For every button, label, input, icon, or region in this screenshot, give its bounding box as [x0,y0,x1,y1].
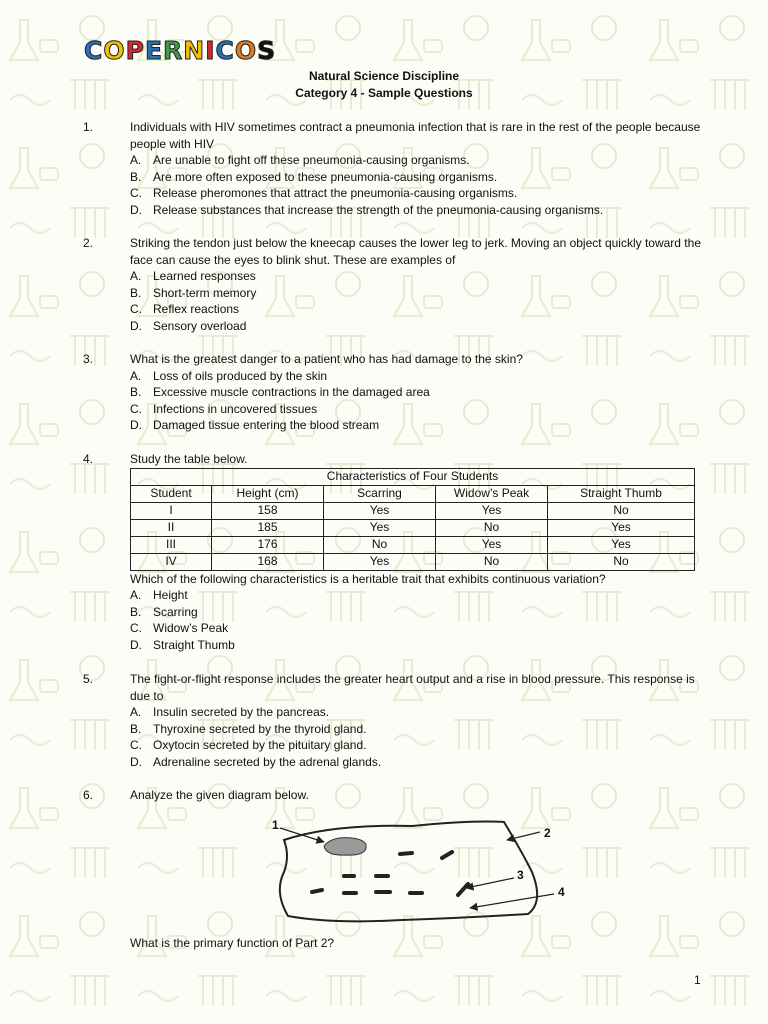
column-header: Height (cm) [212,485,324,502]
option-c: C. Infections in uncovered tissues [130,401,318,416]
column-header: Scarring [324,485,436,502]
diagram-label-3: 3 [517,868,524,882]
question-number: 5. [83,672,94,686]
option-b: B. Excessive muscle contractions in the damaged area [130,385,430,399]
option-a: A. Insulin secreted by the pancreas. [130,705,330,719]
option-b: B. Short-term memory [130,285,257,300]
table-cell: Yes [436,536,548,553]
cell-diagram [262,812,582,930]
table-cell: Yes [436,502,548,519]
table-cell: No [548,502,695,519]
table-cell: No [324,536,436,553]
question-2 [83,235,713,334]
question-4 [83,451,713,653]
column-header: Widow’s Peak [436,485,548,502]
table-cell: 158 [212,502,324,519]
option-b: B. Are more often exposed to these pneumonia-causing organisms. [130,169,498,184]
question-6 [83,787,713,804]
table-cell: 185 [212,519,324,536]
table-row [131,502,695,519]
option-a: A. Learned responses [130,269,256,283]
table-cell: Yes [548,536,695,553]
diagram-label-1: 1 [272,818,279,832]
table-cell: No [436,519,548,536]
nucleus [324,838,366,855]
question-number: 6. [83,788,94,802]
question-1 [83,119,713,218]
table-cell: Yes [324,502,436,519]
table-cell: 168 [212,553,324,570]
option-a: A. Are unable to fight off these pneumonia-causing organisms. [130,153,470,167]
table-row [131,553,695,570]
table-cell: Yes [548,519,695,536]
option-a: A. Loss of oils produced by the skin [130,368,328,383]
category-subtitle: Category 4 - Sample Questions [295,86,473,100]
table-caption: Characteristics of Four Students [131,468,695,485]
leader-lines [280,828,554,908]
question-5 [83,671,713,770]
organelles [312,852,468,895]
table-cell: III [131,536,212,553]
option-a: A. Height [130,588,188,602]
table-row [131,536,695,553]
question-stem: Individuals with HIV sometimes contract a pneumonia infection that is rare in the rest of the people because people with HIV [130,120,701,151]
table-cell: IV [131,553,212,570]
option-c: C. Reflex reactions [130,302,240,316]
copernicos-logo [84,35,276,65]
table-cell: 176 [212,536,324,553]
question-3 [83,351,713,434]
column-header: Student [131,485,212,502]
question-number: 2. [83,236,94,250]
question-stem: What is the greatest danger to a patient who has had damage to the skin? [130,352,523,366]
table-cell: Yes [324,519,436,536]
option-c: C. Widow’s Peak [130,621,229,635]
question-number: 3. [83,352,94,366]
option-d: D. Damaged tissue entering the blood stream [130,418,380,432]
option-d: D. Straight Thumb [130,637,235,652]
question-stem: The fight-or-flight response includes the greater heart output and a rise in blood pressure. This response is due to [130,672,695,703]
column-header: Straight Thumb [548,485,695,502]
option-c: C. Release pheromones that attract the pneumonia-causing organisms. [130,186,518,200]
option-c: C. Oxytocin secreted by the pituitary gland. [130,738,367,752]
option-b: B. Scarring [130,604,198,619]
option-d: D. Sensory overload [130,318,247,333]
page-number: 1 [694,973,701,987]
diagram-label-2: 2 [544,826,551,840]
discipline-title: Natural Science Discipline [308,69,460,83]
question-number: 1. [83,120,94,134]
question-text: What is the primary function of Part 2? [130,936,335,950]
question-6-followup [83,935,713,952]
question-stem: Striking the tendon just below the kneecap causes the lower leg to jerk. Moving an object quickly toward the face can cause the eyes to blink shut. These are examples of [130,236,701,267]
logo-text: COPERNICOS [84,35,277,65]
option-b: B. Thyroxine secreted by the thyroid gland. [130,721,367,736]
question-number: 4. [83,452,94,466]
table-cell: II [131,519,212,536]
table-row [131,519,695,536]
cell-membrane [280,822,537,922]
diagram-label-4: 4 [558,885,565,899]
student-traits-table [130,468,695,571]
table-cell: Yes [324,553,436,570]
option-d: D. Release substances that increase the strength of the pneumonia-causing organisms. [130,202,604,217]
question-stem: Analyze the given diagram below. [130,788,309,802]
question-stem: Study the table below. [130,452,248,466]
table-cell: No [548,553,695,570]
table-cell: No [436,553,548,570]
question-text: Which of the following characteristics is a heritable trait that exhibits continuous variation? [130,571,606,586]
table-header-row [131,485,695,502]
table-cell: I [131,502,212,519]
option-d: D. Adrenaline secreted by the adrenal glands. [130,754,382,769]
